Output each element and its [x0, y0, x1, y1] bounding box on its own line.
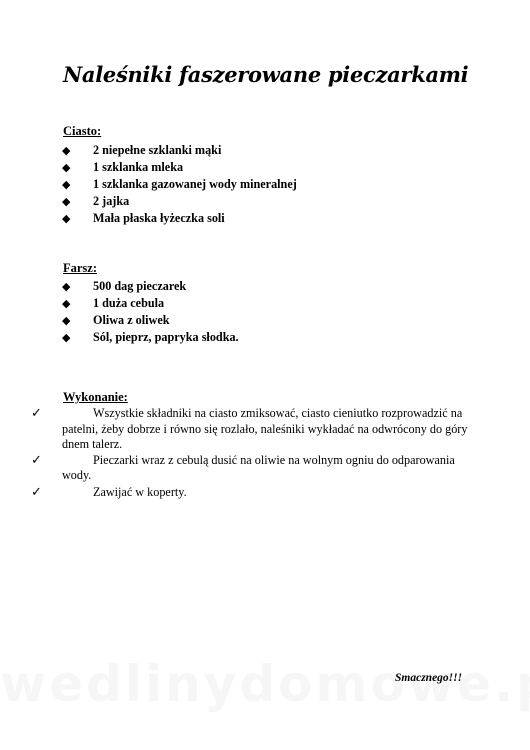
- list-item: [62, 193, 297, 210]
- diamond-bullet-icon: ◆: [62, 179, 71, 191]
- step-text: Zawijać w koperty.: [93, 484, 187, 499]
- ingredient-text: 1 szklanka gazowanej wody mineralnej: [93, 177, 297, 191]
- ingredient-text: Oliwa z oliwek: [93, 313, 170, 327]
- checkmark-icon: ✓: [31, 405, 42, 420]
- ingredient-text: Mała płaska łyżeczka soli: [93, 211, 225, 225]
- list-item: [62, 329, 239, 346]
- list-item: [62, 312, 239, 329]
- method-step: [31, 405, 474, 453]
- method-step: [31, 451, 474, 484]
- ingredient-text: Sól, pieprz, papryka słodka.: [93, 330, 239, 344]
- checkmark-icon: ✓: [31, 483, 42, 499]
- filling-section-label: Farsz:: [63, 261, 98, 275]
- method-section-label: Wykonanie:: [63, 390, 128, 404]
- step-text: Wszystkie składniki na ciasto zmiksować, ciasto cieniutko rozprowadzić na patelni, żeby dobrze i równo się rozlało, naleśniki wykładać na odwrócony do góry dnem talerz.: [62, 406, 468, 451]
- list-item: [62, 278, 239, 295]
- list-item: [62, 159, 297, 176]
- diamond-bullet-icon: ◆: [62, 298, 71, 310]
- method-step: [31, 483, 474, 501]
- diamond-bullet-icon: ◆: [62, 281, 71, 293]
- filling-ingredient-list: [62, 278, 239, 346]
- diamond-bullet-icon: ◆: [62, 162, 71, 174]
- dough-section-label: Ciasto:: [63, 124, 102, 138]
- step-text: Pieczarki wraz z cebulą dusić na oliwie na wolnym ogniu do odparowania wody.: [62, 452, 455, 482]
- closing-text: Smacznego!!!: [395, 672, 463, 684]
- list-item: [62, 176, 297, 193]
- list-item: [62, 210, 297, 227]
- ingredient-text: 500 dag pieczarek: [93, 279, 187, 293]
- diamond-bullet-icon: ◆: [62, 196, 71, 208]
- list-item: [62, 295, 239, 312]
- dough-ingredient-list: [62, 142, 297, 227]
- method-steps: [31, 405, 474, 500]
- diamond-bullet-icon: ◆: [62, 315, 71, 327]
- list-item: [62, 142, 297, 159]
- diamond-bullet-icon: ◆: [62, 145, 71, 157]
- page-title: Naleśniki faszerowane pieczarkami: [63, 62, 469, 87]
- ingredient-text: 1 duża cebula: [93, 296, 165, 310]
- ingredient-text: 2 jajka: [93, 194, 130, 208]
- ingredient-text: 2 niepełne szklanki mąki: [93, 143, 222, 157]
- watermark: [0, 655, 530, 713]
- ingredient-text: 1 szklanka mleka: [93, 160, 184, 174]
- checkmark-icon: ✓: [31, 451, 42, 467]
- diamond-bullet-icon: ◆: [62, 332, 71, 344]
- diamond-bullet-icon: ◆: [62, 213, 71, 225]
